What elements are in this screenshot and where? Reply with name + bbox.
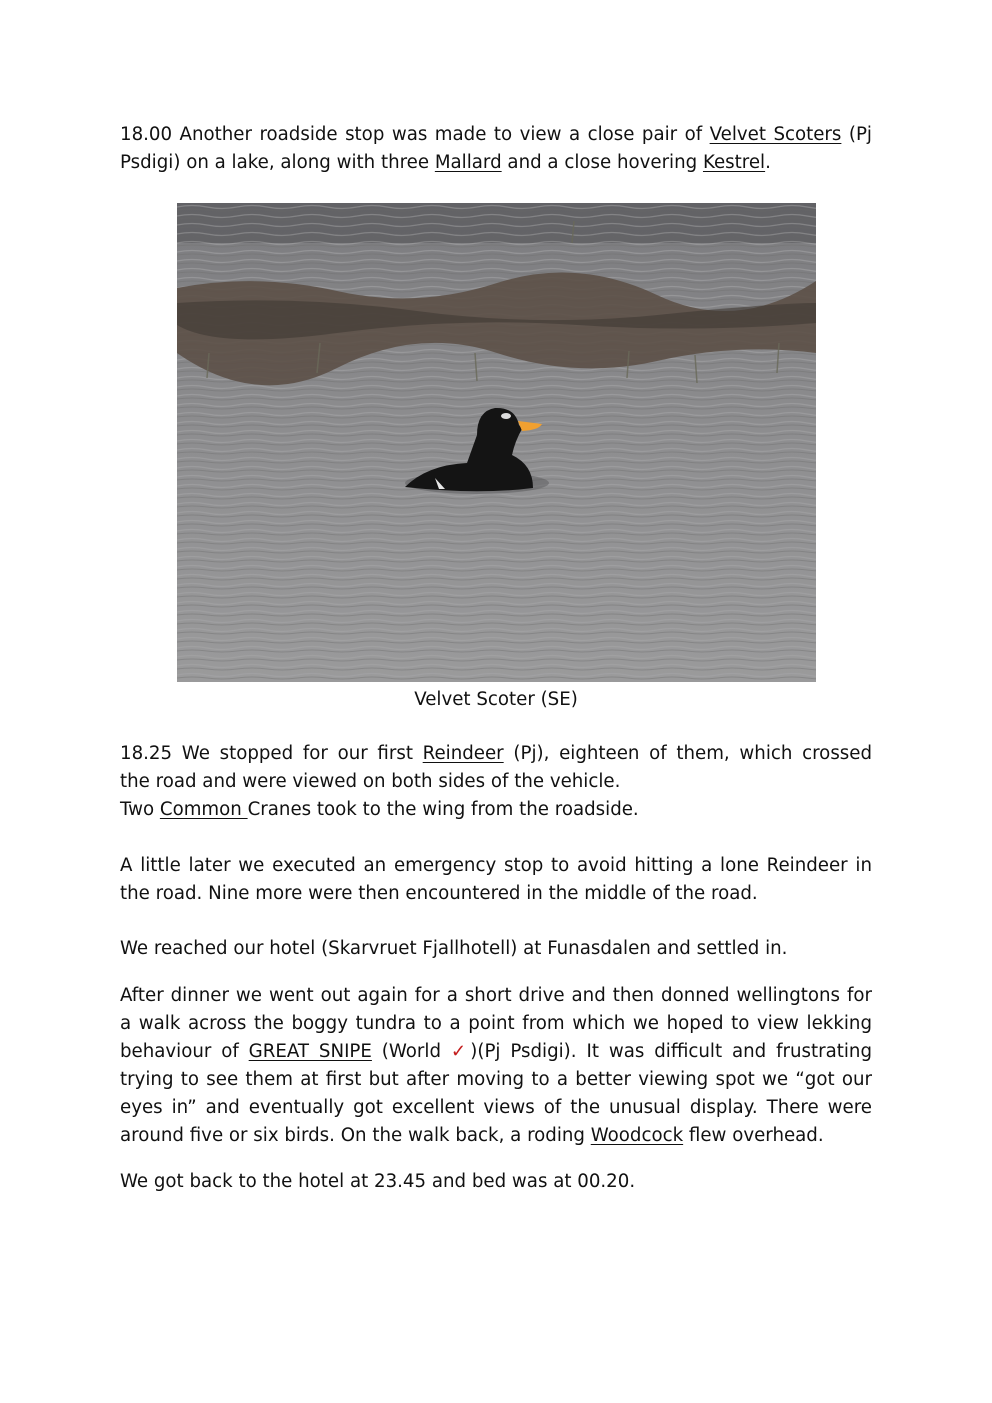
link-velvet-scoters: Velvet Scoters <box>709 124 842 145</box>
link-kestrel: Kestrel <box>702 152 766 173</box>
paragraph-bedtime: We got back to the hotel at 23.45 and bed was at 00.20. <box>120 1171 636 1192</box>
paragraph-great-snipe: After dinner we went out again for a short drive and then donned wellingtons for a walk across the boggy tundra to a point from which we hoped to view lekking behaviour of GREAT SNIPE (World ✓)(Pj Psdigi). It was difficult and frustrating trying to see them at first but after moving to a better viewing spot we “got our eyes in” and eventually got excellent views of the unusual display. There were around five or six birds. On the walk back, a roding Woodcock flew overhead. <box>120 985 873 1146</box>
paragraph-hotel: We reached our hotel (Skarvruet Fjallhotell) at Funasdalen and settled in. <box>120 938 788 959</box>
paragraph-emergency-stop: A little later we executed an emergency stop to avoid hitting a lone Reindeer in the road. Nine more were then encountered in the middle of the road. <box>120 855 872 904</box>
tick-icon: ✓ <box>450 1041 471 1062</box>
velvet-scoter-photo <box>177 203 816 682</box>
photo-caption: Velvet Scoter (SE) <box>414 689 578 710</box>
link-woodcock: Woodcock <box>590 1125 684 1146</box>
link-reindeer: Reindeer <box>422 743 504 764</box>
paragraph-1800: 18.00 Another roadside stop was made to view a close pair of Velvet Scoters (Pj Psdigi) on a lake, along with three Mallard and a close hovering Kestrel. <box>120 124 872 173</box>
paragraph-1825: 18.25 We stopped for our first Reindeer (Pj), eighteen of them, which crossed the road and were viewed on both sides of the vehicle. Two Common Cranes took to the wing from the roadside. <box>120 743 872 820</box>
link-mallard: Mallard <box>434 152 502 173</box>
time-stamp: 18.25 <box>120 743 173 764</box>
time-stamp: 18.00 <box>120 124 173 145</box>
link-common-cranes: Common <box>159 799 248 820</box>
scoter-illustration <box>177 203 816 682</box>
link-great-snipe: GREAT SNIPE <box>248 1041 372 1062</box>
